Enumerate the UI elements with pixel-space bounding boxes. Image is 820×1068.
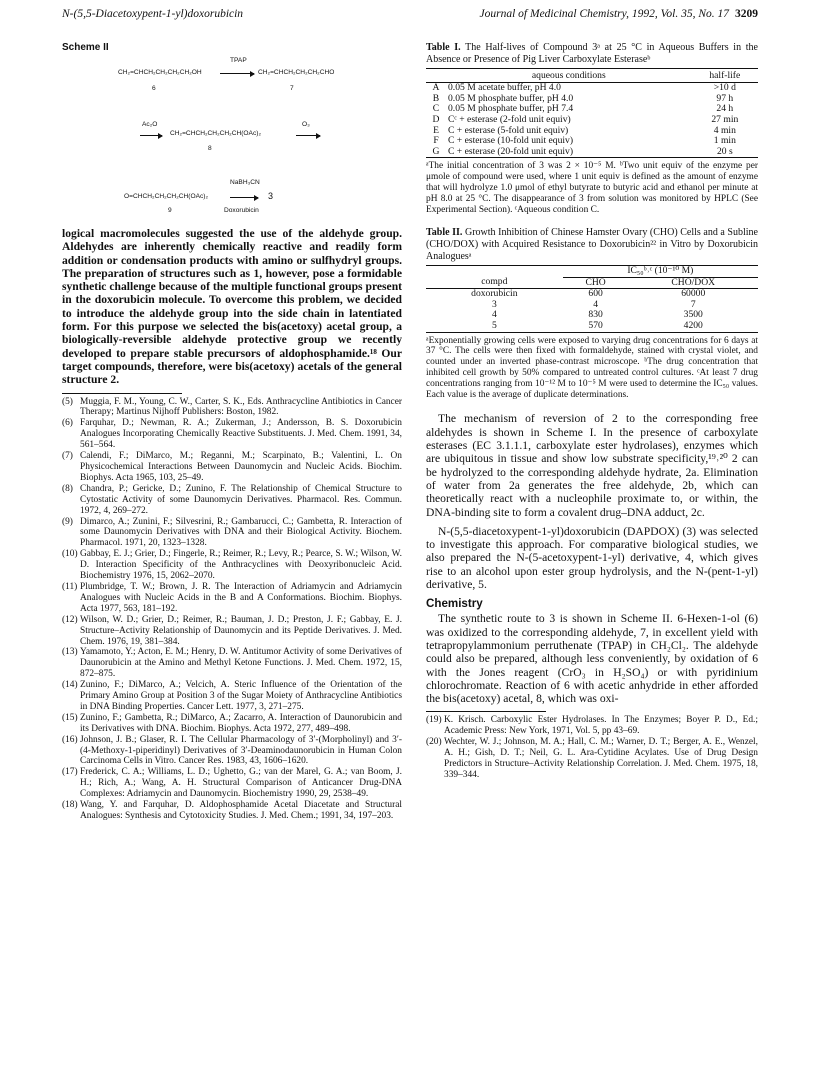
table1-caption — [426, 42, 758, 65]
reference-item: (18) Wang, Y. and Farquhar, D. Aldophosphamide Acetal Diacetate and Structural Analogues: Synthesis and Cytotoxicity Studies. J. Med. Chem.; 1991, 34, 197–203. — [62, 800, 402, 821]
table1-col-halflife: half-life — [692, 69, 758, 83]
table2-label: Table II. — [426, 227, 463, 239]
reference-item: (15) Zunino, F.; Gambetta, R.; DiMarco, A.; Zacarro, A. Interaction of Daunorubicin and its Derivatives with DNA. Biochim. Biophys. Acta 1972, 277, 489–498. — [62, 712, 402, 734]
chemistry-paragraph: The synthetic route to 3 is shown in Scheme II. 6-Hexen-1-ol (6) was oxidized to the corresponding aldehyde, 7, in excellent yield with tetrapropylammonium perruthenate (TPAP) in CH₂Cl₂. The aldehyde could also be prepared, although less conveniently, by oxidation of 6 with the Jones reagent (CrO₃ in H₂SO₄) or with pyridinium chlorochromate. Reaction of 6 with acetic anhydride in ether afforded the bis(acetoxy) acetal, 8, which was oxi- — [426, 612, 758, 706]
table1-caption-text: The Half-lives of Compound 3ᵃ at 25 °C in Aqueous Buffers in the Absence or Presence of Pig Liver Carboxylate Esteraseᵇ — [426, 42, 758, 65]
compound-9: O=CHCH₂CH₂CH₂CH(OAc)₂ — [124, 193, 209, 200]
compound-6: CH₂=CHCH₂CH₂CH₂CH₂OH — [118, 69, 202, 76]
reagent-nabh3cn: NaBH₃CN — [230, 179, 260, 186]
reference-item: (16) Johnson, J. B.; Glaser, R. I. The Cellular Pharmacology of 3′-(Morpholinyl) and 3′-(4-Methoxy-1-piperidinyl) Derivatives of 3′-Deaminodaunorubicin in Human Colon Carcinoma Cells in Vitro. Cancer Res. 1983, 43, 1606–1620. — [62, 734, 402, 767]
label-7: 7 — [290, 85, 294, 92]
reagent-o3: O₃ — [302, 121, 310, 128]
compound-8: CH₂=CHCH₂CH₂CH₂CH(OAc)₂ — [170, 130, 262, 137]
reference-item: (13) Yamamoto, Y.; Acton, E. M.; Henry, D. W. Antitumor Activity of some Derivatives of Daunorubicin at the Amino and Methyl Ketone Functions. J. Med. Chem. 1972, 15, 872–875. — [62, 647, 402, 680]
table2-footnote: ᵃExponentially growing cells were exposed to varying drug concentrations for 6 days at 37 °C. The cells were then fixed with formaldehyde, stained with crystal violet, and counted under an inverted phase-contrast microscope. ᵇThe drug concentration that inhibited cell growth by 50% compared to untreated control cultures. ᶜAt least 7 drug concentrations ranging from 10⁻¹² M to 10⁻⁵ M were used to determine the IC₅₀ values. Each value is the average of duplicate determinations. — [426, 335, 758, 400]
table2-group-header: IC₅₀ᵇ˒ᶜ (10⁻¹⁰ M) — [563, 266, 758, 278]
table1 — [426, 68, 758, 158]
table-row: D Cᶜ + esterase (2-fold unit equiv) 27 min — [432, 113, 739, 125]
table1-footnote: ᵃThe initial concentration of 3 was 2 × 10⁻⁵ M. ᵇTwo unit equiv of the enzyme per μmole of compound were used, where 1 unit equiv is defined as the amount of enzyme that will hydrolyze 1.0 μmol of ethyl butyrate to butyric acid and ethanol per minute at pH 8.0 at 25 °C. The disappearance of 3 from solution was monitored by HPLC (See Experimental Section). ᶜAqueous condition C. — [426, 161, 758, 215]
intro-paragraph: logical macromolecules suggested the use of the aldehyde group. Aldehydes are inherently chemically reactive and readily form addition or condensation products with amino or sulfhydryl groups. The preparation of structures such as 1, however, pose a formidable synthetic challenge because of the multiple functional groups present in the doxorubicin molecule. To overcome this problem, we decided to introduce the aldehyde group into the side chain in latentiated form. For this purpose we selected the bis(acetoxy) acetal group, a biologically-reversible aldehyde protective group we recently developed to prepare stable precursors of aldophosphamide.¹⁸ Our target compounds, therefore, were bis(acetoxy) acetals of the general structure 2. — [62, 227, 402, 387]
reference-item: (7) Calendi, F.; DiMarco, M.; Reganni, M.; Scarpinato, B.; Valentini, L. On Physicochemical Interactions Between Daunomycin and Nucleic Acids. Biochim. Biophys. Acta 1965, 103, 25–49. — [62, 451, 402, 483]
scheme-title: Scheme II — [62, 42, 109, 53]
reference-item: (5) Muggia, F. M., Young, C. W., Carter, S. K., Eds. Anthracycline Antibiotics in Cancer Therapy; Martinus Nijhoff Publishers: Boston, 1982. — [62, 396, 402, 418]
reference-item: (9) Dimarco, A.; Zunini, F.; Silvesrini, R.; Gambarucci, C.; Gambetta, R. Interaction of some Daunomycin Derivatives with DNA and their Biological Activity. Biochem. Pharmacol. 1971, 20, 1323–1328. — [62, 516, 402, 549]
table2 — [426, 265, 758, 333]
product-3: 3 — [268, 191, 274, 201]
table-row: A 0.05 M acetate buffer, pH 4.0 >10 d — [432, 82, 736, 94]
table-row: B 0.05 M phosphate buffer, pH 4.0 97 h — [432, 92, 734, 104]
reagent-ac2o: Ac₂O — [142, 121, 158, 128]
reference-item: (14) Zunino, F.; DiMarco, A.; Velcich, A. Steric Influence of the Orientation of the Primary Amino Group at Position 3 of the Sugar Moiety of Anthracycline Antibiotics in DNA Binding Properties. Cancer Lett. 1977, 3, 271–275. — [62, 680, 402, 712]
table1-label: Table I. — [426, 42, 461, 53]
table2-caption — [426, 227, 758, 262]
reference-item: (11) Plumbridge, T. W.; Brown, J. R. The Interaction of Adriamycin and Adriamycin Analogues with Nucleic Acids in the B and A Conformations. Biochim. Biophys. Acta 1977, 563, 181–192. — [62, 581, 402, 614]
references-divider — [62, 393, 182, 394]
table-row: F C + esterase (10-fold unit equiv) 1 min — [433, 135, 736, 147]
arrow-1 — [220, 73, 254, 74]
table2-caption-text: Growth Inhibition of Chinese Hamster Ovary (CHO) Cells and a Subline (CHO/DOX) with Acquired Resistance to Doxorubicin²² in Vitro by Doxorubicin Analoguesᵃ — [426, 227, 758, 262]
table2-col-compd: compd — [481, 276, 508, 288]
left-column — [62, 42, 402, 822]
arrow-4 — [230, 197, 258, 198]
journal-name: Journal of Medicinal Chemistry, 1992, Vol. 35, No. 17 — [479, 8, 729, 20]
references-divider-right — [426, 711, 546, 712]
running-header — [62, 8, 758, 24]
section-heading-chemistry: Chemistry — [426, 597, 483, 611]
reagent-tpap: TPAP — [230, 57, 247, 64]
label-6: 6 — [152, 85, 156, 92]
label-8: 8 — [208, 145, 212, 152]
dapdox-paragraph: N-(5,5-diacetoxypent-1-yl)doxorubicin (DAPDOX) (3) was selected to investigate this approach. For comparative biological studies, we also prepared the N-(5-acetoxypent-1-yl) derivative, 4, which gives rise to an alcohol upon ester group hydrolysis, and the N-(pent-1-yl) derivative, 5. — [426, 524, 758, 592]
table2-col-cho: CHO — [585, 276, 606, 288]
references-right — [426, 715, 758, 780]
arrow-2 — [140, 135, 162, 136]
reference-item: (6) Farquhar, D.; Newman, R. A.; Zukerman, J.; Andersson, B. S. Doxorubicin Analogues Incorporating Chemically Reactive Substituents. J. Med. Chem. 1991, 34, 561–564. — [62, 418, 402, 451]
table-row: doxorubicin 600 60000 — [471, 288, 706, 300]
table1-col-conditions: aqueous conditions — [446, 69, 692, 83]
scheme-ii-diagram — [62, 55, 402, 273]
running-title: N-(5,5-Diacetoxypent-1-yl)doxorubicin — [62, 8, 244, 20]
table2-col-chodox: CHO/DOX — [671, 276, 716, 288]
table1-id-header — [426, 69, 446, 83]
journal-citation — [480, 8, 758, 20]
reference-item: (19) K. Krisch. Carboxylic Ester Hydrolases. In The Enzymes; Boyer P. D., Ed.; Academic Press: New York, 1971, Vol. 5, pp 43–69. — [426, 715, 758, 737]
doxorubicin-label: Doxorubicin — [224, 207, 259, 214]
reference-item: (8) Chandra, P.; Gericke, D.; Zunino, F. The Relationship of Chemical Structure to Cytostatic Activity of some Daunomycin Derivatives. Pharmacol. Res. Commun. 1972, 4, 269–272. — [62, 483, 402, 516]
table-row: C 0.05 M phosphate buffer, pH 7.4 24 h — [432, 103, 734, 115]
table-row: G C + esterase (20-fold unit equiv) 20 s — [432, 145, 733, 157]
page-number: 3209 — [735, 8, 758, 20]
reference-item: (12) Wilson, W. D.; Grier, D.; Reimer, R.; Bauman, J. D.; Preston, J. F.; Gabbay, E. J. Structure–Activity Relationship of Daunomycin and its Peptide Derivatives. J. Med. Chem. 1976, 19, 381–384. — [62, 614, 402, 647]
table-row: 5 570 4200 — [491, 320, 703, 332]
label-9: 9 — [168, 207, 172, 214]
mechanism-paragraph: The mechanism of reversion of 2 to the corresponding free aldehydes is shown in Scheme I. In the presence of carboxylate esterases (EC 3.1.1.1, carboxylate ester hydrolases), enzymes which are ubiquitous in tissue and show low substrate specificity,¹⁹˒²⁰ 2 can be hydrolyzed to the corresponding aldehyde hydrate, 2a. Elimination of water from 2a generates the free aldehyde, 2b, which can theoretically react with a nucleophile proximate to, or within, the DNA-binding site to form a covalent drug–DNA adduct, 2c. — [426, 412, 758, 519]
table-row: 4 830 3500 — [491, 309, 703, 321]
table-row: 3 4 7 — [491, 298, 696, 310]
reference-item: (17) Frederick, C. A.; Williams, L. D.; Ughetto, G.; van der Marel, G. A.; van Boom, J. H.; Rich, A.; Wang, A. H. Structural Comparison of Anticancer Drug-DNA Complexes: Adriamycin and Daunomycin. Biochemistry 1990, 29, 2538–49. — [62, 767, 402, 800]
reference-item: (10) Gabbay, E. J.; Grier, D.; Fingerle, R.; Reimer, R.; Levy, R.; Pearce, S. W.; Wilson, W. D. Interaction Specificity of the Anthracyclines with Deoxyribonucleic Acid. Biochemistry 1976, 15, 2062–2070. — [62, 549, 402, 582]
references-left — [62, 397, 402, 822]
reference-item: (20) Wechter, W. J.; Johnson, M. A.; Hall, C. M.; Warner, D. T.; Berger, A. E., Wenzel, A. H.; Gish, D. T.; Neil, G. L. Ara-Cytidine Acylates. Use of Drug Design Predictors in Structure–Activity Relationship Correlation. J. Med. Chem. 1975, 18, 339–344. — [426, 737, 758, 780]
compound-7: CH₂=CHCH₂CH₂CH₂CHO — [258, 69, 335, 76]
right-column — [426, 42, 758, 781]
table-row: E C + esterase (5-fold unit equiv) 4 min — [433, 124, 736, 136]
arrow-3 — [296, 135, 320, 136]
table2-empty-header — [426, 266, 563, 278]
